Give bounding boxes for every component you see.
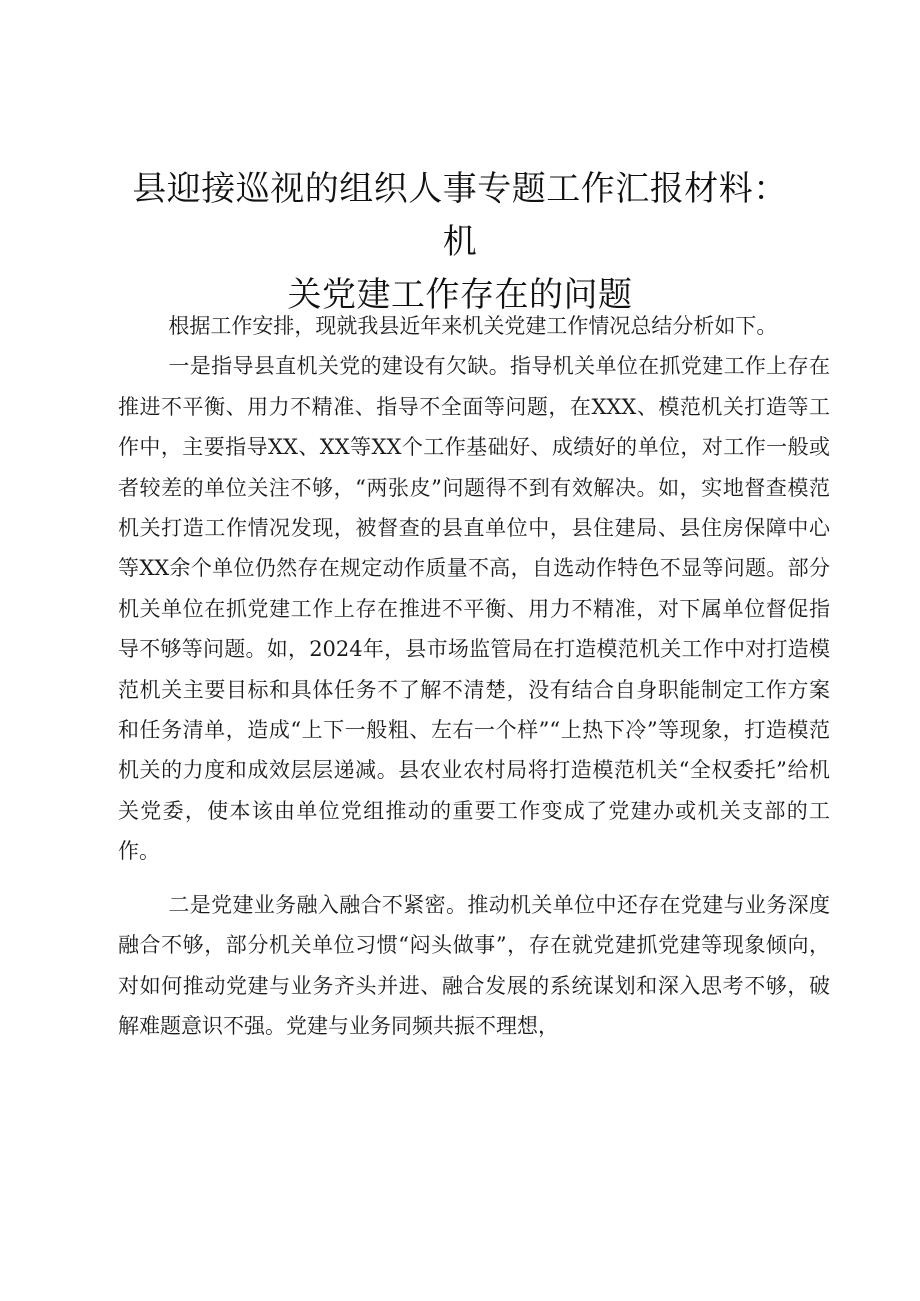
document-body (118, 306, 830, 1046)
paragraph-point-one: 一是指导县直机关党的建设有欠缺。指导机关单位在抓党建工作上存在推进不平衡、用力不精准、指导不全面等问题，在XXX、模范机关打造等工作中，主要指导XX、XX等XX个工作基础好、成绩好的单位，对工作一般或者较差的单位关注不够，“两张皮”问题得不到有效解决。如，实地督查模范机关打造工作情况发现，被督查的县直单位中，县住建局、县住房保障中心等XX余个单位仍然存在规定动作质量不高，自选动作特色不显等问题。部分机关单位在抓党建工作上存在推进不平衡、用力不精准，对下属单位督促指导不够等问题。如，2024年，县市场监管局在打造模范机关工作中对打造模范机关主要目标和具体任务不了解不清楚，没有结合自身职能制定工作方案和任务清单，造成“上下一般粗、左右一个样”“上热下冷”等现象，打造模范机关的力度和成效层层递减。县农业农村局将打造模范机关“全权委托”给机关党委，使本该由单位党组推动的重要工作变成了党建办或机关支部的工作。 (118, 354, 830, 864)
title-line-2: 关党建工作存在的问题 (287, 275, 633, 315)
document-title (120, 163, 800, 322)
paragraph-point-two: 二是党建业务融入融合不紧密。推动机关单位中还存在党建与业务深度融合不够，部分机关单位习惯“闷头做事”，存在就党建抓党建等现象倾向，对如何推动党建与业务齐头并进、融合发展的系统谋划和深入思考不够，破解难题意识不强。党建与业务同频共振不理想， (118, 892, 830, 1038)
title-line-1: 县迎接巡视的组织人事专题工作汇报材料：机 (132, 169, 788, 262)
paragraph-intro: 根据工作安排，现就我县近年来机关党建工作情况总结分析如下。 (168, 314, 778, 338)
